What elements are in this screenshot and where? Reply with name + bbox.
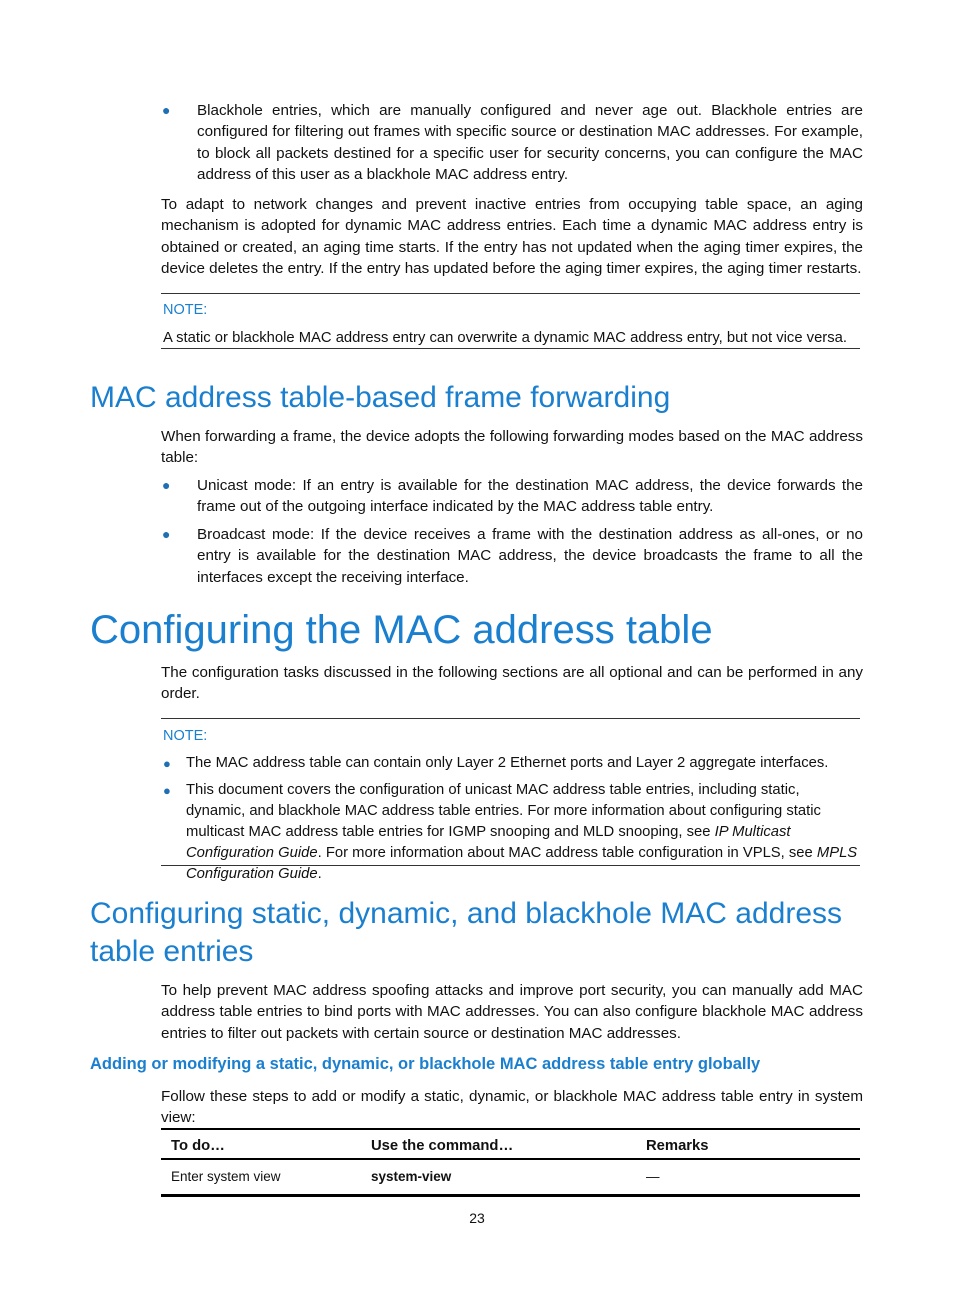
note-text: A static or blackhole MAC address entry can overwrite a dynamic MAC address entry, but not vice versa. — [163, 330, 847, 346]
table-cell-remarks: — — [636, 1159, 860, 1195]
list-item — [161, 100, 863, 186]
bullet-icon: ● — [162, 525, 171, 542]
page-number: 23 — [469, 1210, 485, 1226]
bullet-icon: ● — [162, 477, 171, 493]
subsection-intro: Follow these steps to add or modify a static, dynamic, or blackhole MAC address table entry in system view: — [161, 1088, 863, 1127]
broadcast-mode-text: Broadcast mode: If the device receives a frame with the destination address as all-ones, or no entry is available for the destination MAC address, the device broadcasts the frame to all the interfaces except the receiving interface. — [197, 525, 863, 586]
table-cell-todo: Enter system view — [161, 1159, 361, 1195]
note-bullet-text: This document covers the configuration of unicast MAC address table entries, including static, dynamic, and blackhole MAC address table entries. For more information about configuring static multicast MAC address table entries for IGMP snooping and MLD snooping, see — [186, 782, 821, 840]
blackhole-entries-text: Blackhole entries, which are manually configured and never age out. Blackhole entries are configured for filtering out frames with specific source or destination MAC addresses. For example, to block all packets destined for a specific user for security concerns, you can configure the MAC address of this user as a blackhole MAC address entry. — [197, 102, 863, 184]
blackhole-bullet-list — [161, 100, 863, 186]
chapter-intro: The configuration tasks discussed in the following sections are all optional and can be performed in any order. — [161, 664, 863, 703]
bullet-icon: ● — [163, 756, 171, 771]
unicast-mode-text: Unicast mode: If an entry is available for the destination MAC address, the device forwards the frame out of the outgoing interface indicated by the MAC address table entry. — [197, 477, 863, 516]
section-heading-entries — [90, 895, 842, 971]
mpls-guide-reference: MPLS Configuration Guide — [186, 845, 858, 882]
bullet-icon: ● — [163, 783, 171, 798]
table-cell-command: system-view — [361, 1159, 636, 1195]
note-top-divider — [161, 718, 860, 719]
heading-line: Configuring static, dynamic, and blackhole MAC address — [90, 897, 843, 930]
bullet-icon: ● — [162, 102, 171, 118]
list-item — [161, 475, 863, 518]
note-bullet-text: The MAC address table can contain only Layer 2 Ethernet ports and Layer 2 aggregate interfaces. — [186, 755, 829, 771]
note-bullet-list — [163, 753, 860, 891]
ip-multicast-guide-reference: IP Multicast Configuration Guide — [186, 824, 791, 861]
column-header-remarks: Remarks — [636, 1129, 860, 1159]
note-bullet-text: . For more information about MAC address table configuration in VPLS, see — [317, 845, 817, 861]
forwarding-intro: When forwarding a frame, the device adopts the following forwarding modes based on the MAC address table: — [161, 428, 863, 467]
forwarding-modes-list — [161, 475, 863, 588]
subsection-heading: Adding or modifying a static, dynamic, or blackhole MAC address table entry globally — [90, 1055, 761, 1073]
note-bullet-text: . — [317, 866, 322, 882]
note-label: NOTE: — [163, 728, 208, 744]
list-item — [163, 753, 860, 774]
note-label: NOTE: — [163, 302, 208, 318]
heading-line: table entries — [90, 935, 254, 968]
table-row — [161, 1159, 860, 1195]
section-heading-forwarding: MAC address table-based frame forwarding — [90, 381, 671, 414]
table-header-row — [161, 1129, 860, 1159]
command-table — [161, 1128, 860, 1197]
chapter-heading: Configuring the MAC address table — [90, 608, 713, 652]
column-header-todo: To do… — [161, 1129, 361, 1159]
list-item — [161, 524, 863, 588]
column-header-command: Use the command… — [361, 1129, 636, 1159]
note-top-divider — [161, 293, 860, 294]
entries-intro: To help prevent MAC address spoofing attacks and improve port security, you can manually add MAC address table entries to bind ports with MAC addresses. You can also configure blackhole MAC address entries to filter out packets with certain source or destination MAC addresses. — [161, 982, 863, 1042]
list-item — [163, 780, 860, 885]
note-bottom-divider — [161, 348, 860, 349]
note-bottom-divider — [161, 865, 860, 866]
aging-paragraph: To adapt to network changes and prevent inactive entries from occupying table space, an aging mechanism is adopted for dynamic MAC address entries. Each time a dynamic MAC address entry is obtained or created, an aging time starts. If the entry has not updated when the aging timer expires, the device deletes the entry. If the entry has updated before the aging timer expires, the aging timer restarts. — [161, 196, 863, 278]
